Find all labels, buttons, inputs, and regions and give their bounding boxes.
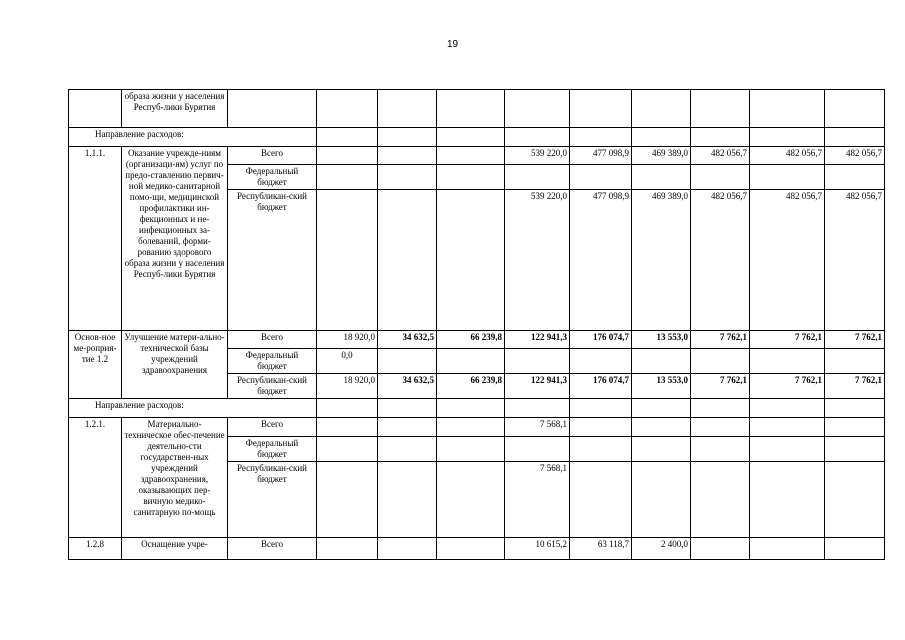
value-cell [750,418,825,437]
value-cell [691,165,750,190]
value-cell: 482 056,7 [750,190,825,331]
value-cell [437,437,505,462]
value-cell [317,437,378,462]
value-cell: 122 941,3 [505,374,570,399]
value-cell [691,418,750,437]
table-row [69,538,885,560]
value-cell: 176 074,7 [570,374,632,399]
value-cell [825,538,885,560]
value-cell: 7 762,1 [691,374,750,399]
value-cell: 469 389,0 [632,190,691,331]
value-cell [825,418,885,437]
table-row [69,128,885,147]
value-cell [437,418,505,437]
event-code: Основ-ное ме-роприя-тие 1.2 [69,331,122,399]
value-cell [317,190,378,331]
value-cell [378,462,437,538]
value-cell: 66 239,8 [437,374,505,399]
direction-label: Направление расходов: [69,399,317,418]
value-cell: 482 056,7 [750,147,825,165]
source-label: Федеральный бюджет [228,437,317,462]
value-cell [825,437,885,462]
value-cell [378,147,437,165]
value-cell: 18 920,0 [317,331,378,349]
value-cell [691,437,750,462]
value-cell: 7 762,1 [825,374,885,399]
value-cell [437,538,505,560]
value-cell [825,165,885,190]
value-cell [437,462,505,538]
value-cell [570,462,632,538]
value-cell [437,190,505,331]
value-cell: 34 632,5 [378,374,437,399]
event-name: Оснащение учре- [122,538,228,560]
value-cell [378,437,437,462]
value-cell: 477 098,9 [570,190,632,331]
value-cell [378,165,437,190]
table-row [69,90,885,128]
value-cell [691,349,750,374]
value-cell: 7 762,1 [825,331,885,349]
value-cell: 7 568,1 [505,418,570,437]
value-cell [437,349,505,374]
value-cell: 482 056,7 [691,147,750,165]
source-label: Всего [228,147,317,165]
value-cell [825,349,885,374]
value-cell: 482 056,7 [825,190,885,331]
value-cell: 469 389,0 [632,147,691,165]
value-cell [437,165,505,190]
source-label: Всего [228,331,317,349]
value-cell: 66 239,8 [437,331,505,349]
value-cell [317,147,378,165]
value-cell [570,437,632,462]
value-cell: 7 762,1 [691,331,750,349]
value-cell: 7 762,1 [750,331,825,349]
value-cell: 13 553,0 [632,331,691,349]
event-name: Материально-техническое обес-печение деятельно-сти государствен-ных учреждений здравоохранения, оказывающих пер-вичную медико-санитарную по-мощь [122,418,228,538]
value-cell [437,147,505,165]
value-cell: 0,0 [317,349,378,374]
source-label: Федеральный бюджет [228,349,317,374]
event-name: Улучшение матери-ально-технической базы учреждений здравоохранения [122,331,228,399]
source-label: Всего [228,418,317,437]
value-cell [750,462,825,538]
value-cell [317,418,378,437]
direction-label: Направление расходов: [69,128,317,147]
source-label: Федеральный бюджет [228,165,317,190]
value-cell: 176 074,7 [570,331,632,349]
value-cell: 482 056,7 [825,147,885,165]
value-cell [378,190,437,331]
value-cell: 13 553,0 [632,374,691,399]
value-cell [750,437,825,462]
value-cell [317,538,378,560]
value-cell: 18 920,0 [317,374,378,399]
value-cell [505,165,570,190]
value-cell [632,437,691,462]
value-cell [691,462,750,538]
value-cell [632,418,691,437]
source-label: Республикан-ский бюджет [228,190,317,331]
table-row [69,331,885,349]
value-cell: 7 762,1 [750,374,825,399]
value-cell [825,462,885,538]
event-name: образа жизни у населения Респуб-лики Бурятия [122,90,228,128]
value-cell [378,538,437,560]
event-code: 1.1.1. [69,147,122,331]
event-code: 1.2.1. [69,418,122,538]
source-label: Республикан-ский бюджет [228,462,317,538]
value-cell: 477 098,9 [570,147,632,165]
value-cell [632,462,691,538]
value-cell [570,349,632,374]
value-cell: 7 568,1 [505,462,570,538]
page-number: 19 [446,39,459,50]
value-cell: 122 941,3 [505,331,570,349]
table-cell [69,90,122,128]
value-cell [750,165,825,190]
value-cell: 539 220,0 [505,147,570,165]
value-cell [378,349,437,374]
value-cell [632,165,691,190]
value-cell [378,418,437,437]
budget-table [68,89,885,560]
value-cell: 539 220,0 [505,190,570,331]
table-row [69,147,885,165]
value-cell [317,462,378,538]
value-cell [691,538,750,560]
event-name: Оказание учрежде-ниям (организаци-ям) услуг по предо-ставлению первич-ной медико-санитарной помо-щи, медицинской профилактики ин-фекционных и не-инфекционных за-болеваний, форми-рованию здорового образа жизни у населения Респуб-лики Бурятия [122,147,228,331]
value-cell: 2 400,0 [632,538,691,560]
source-label: Всего [228,538,317,560]
table-row [69,399,885,418]
value-cell: 10 615,2 [505,538,570,560]
value-cell [750,538,825,560]
value-cell [570,418,632,437]
value-cell [632,349,691,374]
event-code: 1.2.8 [69,538,122,560]
source-label: Республикан-ский бюджет [228,374,317,399]
value-cell [750,349,825,374]
value-cell: 482 056,7 [691,190,750,331]
value-cell [570,165,632,190]
value-cell [317,165,378,190]
value-cell: 63 118,7 [570,538,632,560]
value-cell [505,349,570,374]
value-cell [505,437,570,462]
table-row [69,418,885,437]
value-cell: 34 632,5 [378,331,437,349]
